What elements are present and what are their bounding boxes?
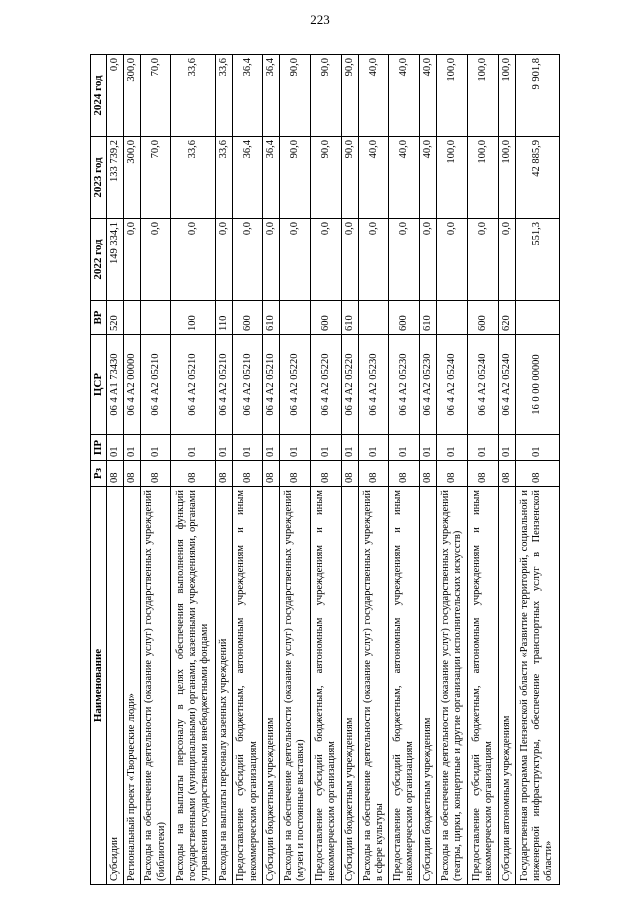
column-header: Рз (91, 461, 107, 487)
table-body (106, 55, 559, 885)
cell-name: Субсидии (106, 487, 123, 885)
cell-2024: 40,0 (358, 55, 389, 137)
table-row (171, 55, 215, 885)
cell-2024: 9 901,8 (515, 55, 559, 137)
cell-2022: 0,0 (389, 219, 420, 301)
cell-csr: 06 4 A2 05220 (341, 335, 358, 435)
cell-2023: 40,0 (420, 137, 437, 219)
cell-rz: 08 (420, 461, 437, 487)
cell-csr: 06 4 A2 05240 (498, 335, 515, 435)
cell-pr: 01 (389, 435, 420, 461)
cell-csr: 06 4 A2 05230 (420, 335, 437, 435)
cell-name: Субсидии бюджетным учреждениям (341, 487, 358, 885)
cell-2022: 0,0 (171, 219, 215, 301)
cell-2023: 100,0 (467, 137, 498, 219)
cell-2024: 90,0 (280, 55, 311, 137)
cell-name: Субсидии бюджетным учреждениям (420, 487, 437, 885)
cell-rz: 08 (140, 461, 171, 487)
cell-rz: 08 (498, 461, 515, 487)
cell-rz: 08 (106, 461, 123, 487)
column-header: Наименование (91, 487, 107, 885)
cell-2024: 90,0 (311, 55, 342, 137)
cell-2022: 551,3 (515, 219, 559, 301)
table-row (467, 55, 498, 885)
cell-2024: 40,0 (420, 55, 437, 137)
cell-2023: 133 739,2 (106, 137, 123, 219)
cell-name: Субсидии автономным учреждениям (498, 487, 515, 885)
table-row (498, 55, 515, 885)
cell-2024: 100,0 (467, 55, 498, 137)
cell-2024: 40,0 (389, 55, 420, 137)
cell-2023: 33,6 (171, 137, 215, 219)
cell-rz: 08 (263, 461, 280, 487)
cell-csr: 06 4 A2 05240 (467, 335, 498, 435)
column-header: ПР (91, 435, 107, 461)
cell-2023: 36,4 (232, 137, 263, 219)
cell-2023: 70,0 (140, 137, 171, 219)
cell-csr: 06 4 A1 73430 (106, 335, 123, 435)
cell-name: Предоставление субсидий бюджетным, автономным учреждениям и иным некоммерческим организациям (467, 487, 498, 885)
cell-pr: 01 (498, 435, 515, 461)
cell-name: Субсидии бюджетным учреждениям (263, 487, 280, 885)
cell-2023: 42 885,9 (515, 137, 559, 219)
cell-rz: 08 (358, 461, 389, 487)
cell-rz: 08 (232, 461, 263, 487)
cell-2023: 100,0 (437, 137, 468, 219)
cell-pr: 01 (215, 435, 232, 461)
cell-2024: 0,0 (106, 55, 123, 137)
cell-rz: 08 (389, 461, 420, 487)
table-row (215, 55, 232, 885)
table-row (358, 55, 389, 885)
cell-2024: 90,0 (341, 55, 358, 137)
cell-csr: 06 4 A2 05210 (263, 335, 280, 435)
cell-2024: 36,4 (232, 55, 263, 137)
cell-name: Региональный проект «Творческие люди» (123, 487, 140, 885)
cell-2024: 70,0 (140, 55, 171, 137)
cell-csr: 06 4 A2 05210 (232, 335, 263, 435)
column-header: 2024 год (91, 55, 107, 137)
table-row (389, 55, 420, 885)
cell-pr: 01 (140, 435, 171, 461)
cell-name: Предоставление субсидий бюджетным, автономным учреждениям и иным некоммерческим организациям (311, 487, 342, 885)
rotated-table-container (90, 55, 560, 885)
table-row (420, 55, 437, 885)
cell-rz: 08 (467, 461, 498, 487)
cell-pr: 01 (358, 435, 389, 461)
cell-name: Расходы на обеспечение деятельности (оказание услуг) государственных учреждений (театры, цирки, концертные и другие организации исполнительских искусств) (437, 487, 468, 885)
cell-csr: 06 4 A2 05220 (280, 335, 311, 435)
cell-vr: 620 (498, 301, 515, 335)
cell-csr: 06 4 A2 05210 (140, 335, 171, 435)
cell-2022: 0,0 (420, 219, 437, 301)
cell-2022: 0,0 (140, 219, 171, 301)
cell-2022: 0,0 (467, 219, 498, 301)
page-number: 223 (310, 12, 330, 27)
cell-2024: 33,6 (215, 55, 232, 137)
table-row (341, 55, 358, 885)
cell-pr: 01 (106, 435, 123, 461)
cell-2024: 100,0 (498, 55, 515, 137)
table-row (123, 55, 140, 885)
cell-2022: 0,0 (311, 219, 342, 301)
cell-vr: 600 (467, 301, 498, 335)
cell-pr: 01 (515, 435, 559, 461)
cell-vr: 600 (311, 301, 342, 335)
budget-table (90, 54, 560, 885)
cell-vr (140, 301, 171, 335)
cell-vr: 610 (420, 301, 437, 335)
cell-pr: 01 (341, 435, 358, 461)
cell-vr (280, 301, 311, 335)
cell-2022: 0,0 (123, 219, 140, 301)
cell-rz: 08 (341, 461, 358, 487)
table-header-row (91, 55, 107, 885)
cell-pr: 01 (232, 435, 263, 461)
cell-name: Государственная программа Пензенской области «Развитие территорий, социальной и инженерной инфраструктуры, обеспечение транспортных услуг в Пензенской области» (515, 487, 559, 885)
cell-vr: 610 (263, 301, 280, 335)
cell-csr: 06 4 A2 00000 (123, 335, 140, 435)
cell-pr: 01 (263, 435, 280, 461)
table-row (280, 55, 311, 885)
cell-rz: 08 (280, 461, 311, 487)
table-row (263, 55, 280, 885)
cell-2023: 90,0 (341, 137, 358, 219)
cell-pr: 01 (280, 435, 311, 461)
cell-name: Расходы на обеспечение деятельности (оказание услуг) государственных учреждений (библиотеки) (140, 487, 171, 885)
cell-name: Предоставление субсидий бюджетным, автономным учреждениям и иным некоммерческим организациям (232, 487, 263, 885)
cell-vr: 600 (389, 301, 420, 335)
cell-vr: 100 (171, 301, 215, 335)
cell-2022: 0,0 (498, 219, 515, 301)
cell-2023: 40,0 (389, 137, 420, 219)
table-row (437, 55, 468, 885)
cell-csr: 06 4 A2 05220 (311, 335, 342, 435)
cell-pr: 01 (123, 435, 140, 461)
cell-vr: 520 (106, 301, 123, 335)
cell-2022: 0,0 (215, 219, 232, 301)
cell-2023: 33,6 (215, 137, 232, 219)
cell-pr: 01 (437, 435, 468, 461)
cell-2023: 90,0 (280, 137, 311, 219)
table-row (140, 55, 171, 885)
cell-vr (515, 301, 559, 335)
column-header: 2023 год (91, 137, 107, 219)
cell-2022: 0,0 (358, 219, 389, 301)
cell-2023: 90,0 (311, 137, 342, 219)
cell-pr: 01 (311, 435, 342, 461)
cell-csr: 06 4 A2 05210 (171, 335, 215, 435)
cell-vr: 600 (232, 301, 263, 335)
cell-2022: 0,0 (437, 219, 468, 301)
cell-rz: 08 (311, 461, 342, 487)
cell-2023: 100,0 (498, 137, 515, 219)
table-row (311, 55, 342, 885)
table-row (232, 55, 263, 885)
cell-vr (437, 301, 468, 335)
table-row (106, 55, 123, 885)
cell-2024: 100,0 (437, 55, 468, 137)
cell-name: Расходы на выплаты персоналу казенных учреждений (215, 487, 232, 885)
cell-2023: 40,0 (358, 137, 389, 219)
cell-csr: 06 4 A2 05230 (358, 335, 389, 435)
cell-2024: 33,6 (171, 55, 215, 137)
cell-rz: 08 (515, 461, 559, 487)
cell-vr: 110 (215, 301, 232, 335)
cell-name: Расходы на обеспечение деятельности (оказание услуг) государственных учреждений (музеи и постоянные выставки) (280, 487, 311, 885)
cell-rz: 08 (171, 461, 215, 487)
cell-vr: 610 (341, 301, 358, 335)
cell-2024: 300,0 (123, 55, 140, 137)
cell-pr: 01 (467, 435, 498, 461)
cell-2022: 0,0 (341, 219, 358, 301)
column-header: ВР (91, 301, 107, 335)
column-header: 2022 год (91, 219, 107, 301)
table-row (515, 55, 559, 885)
cell-csr: 06 4 A2 05210 (215, 335, 232, 435)
cell-vr (123, 301, 140, 335)
cell-rz: 08 (215, 461, 232, 487)
cell-csr: 06 4 A2 05230 (389, 335, 420, 435)
cell-2022: 0,0 (263, 219, 280, 301)
cell-pr: 01 (420, 435, 437, 461)
cell-rz: 08 (123, 461, 140, 487)
cell-rz: 08 (437, 461, 468, 487)
cell-2023: 36,4 (263, 137, 280, 219)
cell-vr (358, 301, 389, 335)
cell-2023: 300,0 (123, 137, 140, 219)
column-header: ЦСР (91, 335, 107, 435)
cell-2022: 0,0 (232, 219, 263, 301)
cell-2022: 149 334,1 (106, 219, 123, 301)
cell-2022: 0,0 (280, 219, 311, 301)
cell-csr: 16 0 00 00000 (515, 335, 559, 435)
cell-pr: 01 (171, 435, 215, 461)
cell-name: Предоставление субсидий бюджетным, автономным учреждениям и иным некоммерческим организациям (389, 487, 420, 885)
cell-name: Расходы на обеспечение деятельности (оказание услуг) государственных учреждений в сфере культуры (358, 487, 389, 885)
cell-2024: 36,4 (263, 55, 280, 137)
cell-name: Расходы на выплаты персоналу в целях обеспечения выполнения функций государственными (муниципальными) органами, казенными учреждениями, органами управления государственными внебюджетными фондами (171, 487, 215, 885)
cell-csr: 06 4 A2 05240 (437, 335, 468, 435)
